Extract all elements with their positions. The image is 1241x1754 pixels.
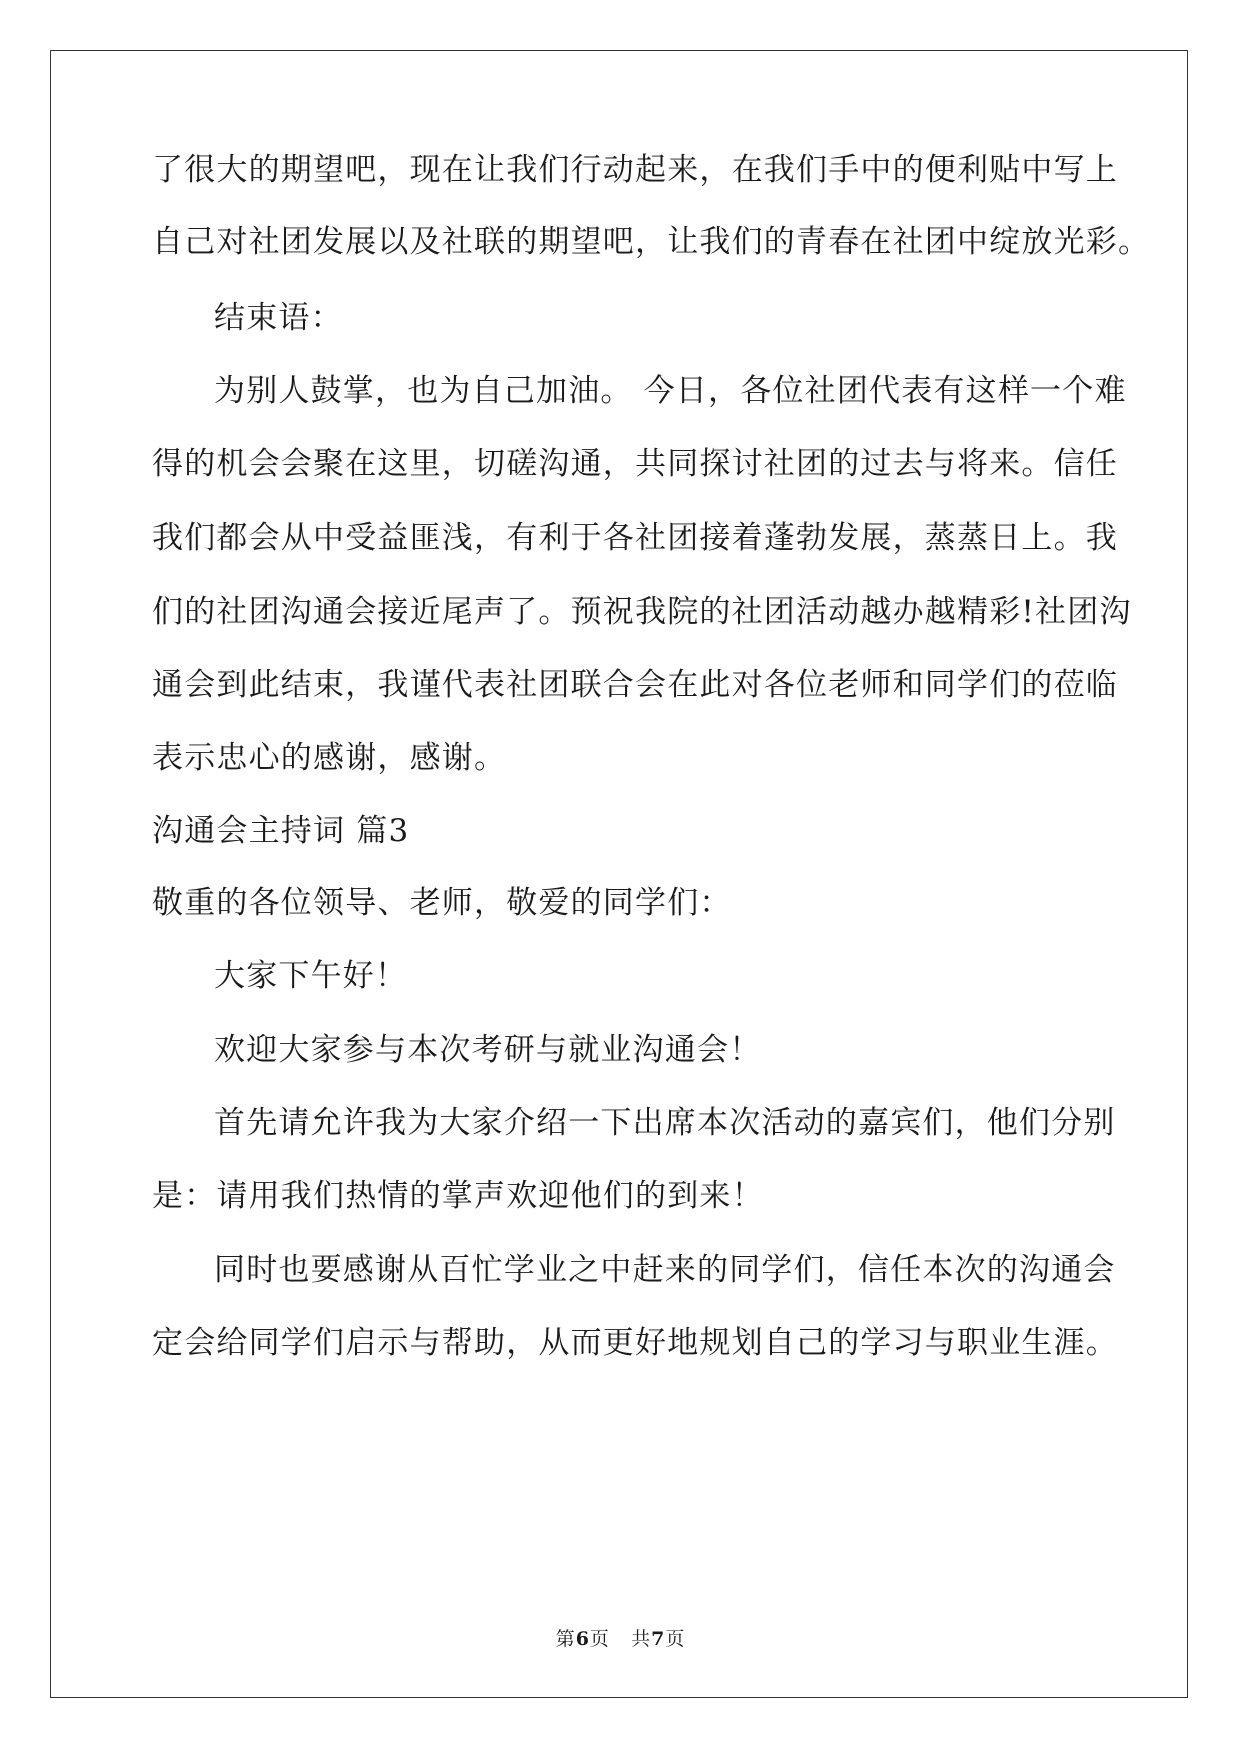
footer-current-page: 6 [575, 1628, 590, 1650]
footer-total-prefix: 共 [631, 1628, 652, 1650]
body-line-15: 是：请用我们热情的掌声欢迎他们的到来！ [152, 1178, 764, 1214]
footer-page-suffix: 页 [589, 1628, 610, 1650]
page-footer [0, 1627, 1241, 1651]
closing-remarks-heading: 结束语： [214, 300, 343, 336]
body-line-6: 我们都会从中受益匪浅，有利于各社团接着蓬勃发展，蒸蒸日上。我 [152, 520, 1118, 556]
footer-total-suffix: 页 [665, 1628, 686, 1650]
salutation: 敬重的各位领导、老师，敬爱的同学们： [152, 885, 732, 921]
welcome-line: 欢迎大家参与本次考研与就业沟通会！ [214, 1032, 762, 1068]
body-line-4: 为别人鼓掌，也为自己加油。 今日，各位社团代表有这样一个难 [214, 373, 1127, 409]
body-line-8: 通会到此结束，我谨代表社团联合会在此对各位老师和同学们的莅临 [152, 667, 1118, 703]
body-line-1: 了很大的期望吧，现在让我们行动起来，在我们手中的便利贴中写上 [152, 152, 1118, 188]
body-line-2: 自己对社团发展以及社联的期望吧，让我们的青春在社团中绽放光彩。 [152, 224, 1151, 260]
greeting: 大家下午好！ [214, 958, 408, 994]
footer-total-pages: 7 [651, 1628, 666, 1650]
body-line-7: 们的社团沟通会接近尾声了。预祝我院的社团活动越办越精彩!社团沟 [152, 594, 1132, 630]
body-line-17: 定会给同学们启示与帮助，从而更好地规划自己的学习与职业生涯。 [152, 1325, 1118, 1361]
body-line-16: 同时也要感谢从百忙学业之中赶来的同学们，信任本次的沟通会 [214, 1252, 1116, 1288]
section-heading: 沟通会主持词 篇3 [152, 813, 410, 849]
footer-page-prefix: 第 [555, 1628, 576, 1650]
body-line-9: 表示忠心的感谢，感谢。 [152, 740, 507, 776]
body-line-14: 首先请允许我为大家介绍一下出席本次活动的嘉宾们，他们分别 [214, 1105, 1116, 1141]
body-line-5: 得的机会会聚在这里，切磋沟通，共同探讨社团的过去与将来。信任 [152, 446, 1118, 482]
